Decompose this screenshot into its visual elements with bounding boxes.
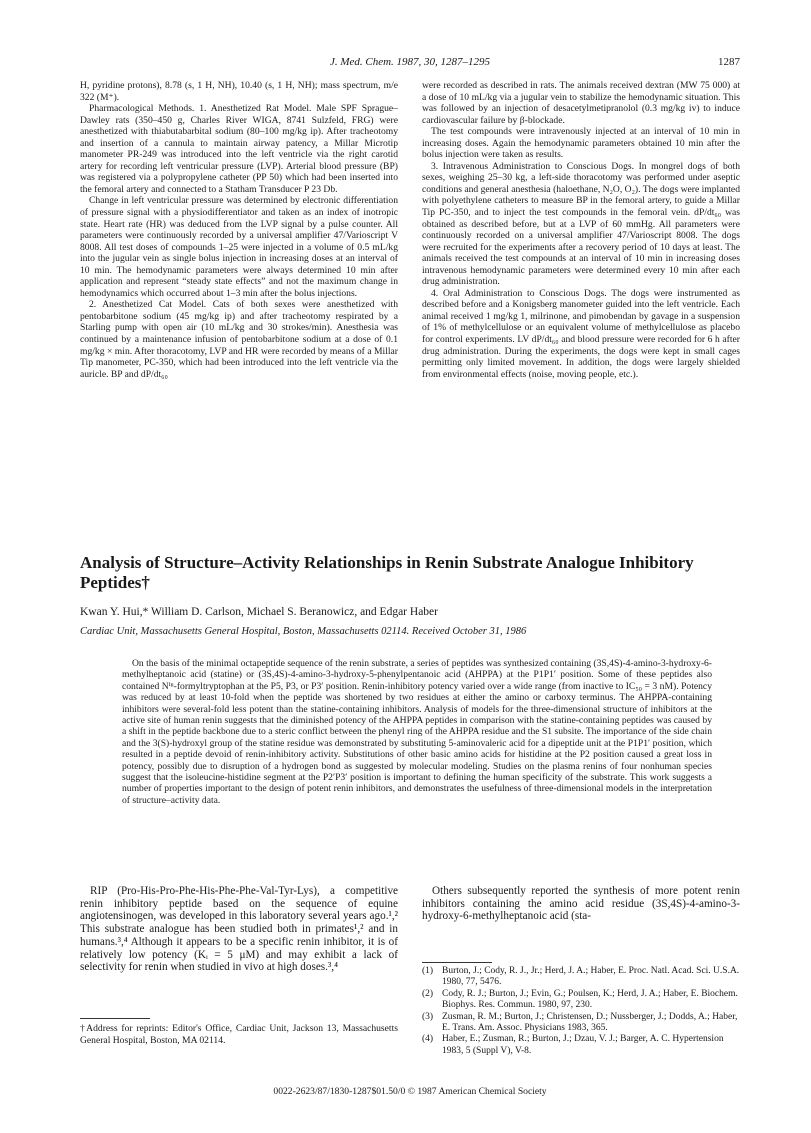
journal-name: J. Med. Chem. (329, 56, 394, 68)
intro-paragraph: RIP (Pro-His-Pro-Phe-His-Phe-Phe-Val-Tyr-Lys), a competitive renin inhibitory peptide based on the sequence of equine angiotensinogen, was developed in this laboratory several years ago.¹,² This substrate analogue has been studied both in primates¹,² and in humans.³,⁴ Although it appears to be a specific renin inhibitor, it is of relatively low potency (Kᵢ = 5 μM) and may exhibit a lack of selectivity for renin when studied in vivo at high doses.³,⁴ (80, 885, 398, 974)
abstract (122, 658, 712, 806)
running-header (80, 56, 740, 72)
previous-article-right-column (422, 80, 740, 380)
article-authors: Kwan Y. Hui,* William D. Carlson, Michael S. Beranowicz, and Edgar Haber (80, 606, 438, 618)
paragraph: Change in left ventricular pressure was determined by electronic differentiation of pressure signal with a physiodifferentiator and taken as an index of inotropic state. Heart rate (HR) was deduced from the LVP signal by a pulse counter. All parameters were continuously recorded by a universal amplifier 47/Varioscript V 8008. All test doses of compounds 1–25 were injected in a volume of 0.5 mL/kg into the jugular vein as single bolus injection in increasing doses at an interval of 10 min. The hemodynamic parameters were always determined 10 min after application and represent “steady state effects” and not the maximum change in hemodynamics which occurred about 1–3 min after the bolus injections. (80, 195, 398, 299)
reference-number: (1) (422, 966, 434, 976)
references-list (422, 966, 740, 1057)
reference-number: (2) (422, 988, 434, 999)
article-affiliation: Cardiac Unit, Massachusetts General Hospital, Boston, Massachusetts 02114. Received October 31, 1986 (80, 626, 527, 637)
reference-number: (4) (422, 1034, 434, 1045)
intro-right-column (422, 885, 740, 923)
reference-text: Haber, E.; Zusman, R.; Burton, J.; Dzau, V. J.; Barger, A. C. Hypertension 1983, 5 (Suppl V), V-8. (442, 1034, 724, 1056)
reference-text: Cody, R. J.; Burton, J.; Evin, G.; Poulsen, K.; Herd, J. A.; Haber, E. Biochem. Biophys. Res. Commun. 1980, 97, 230. (442, 988, 738, 1011)
paragraph: 4. Oral Administration to Conscious Dogs. The dogs were instrumented as described before and a Konigsberg manometer guided into the left ventricle. Each animal received 1 mg/kg 1, milrinone, and pimobendan by gavage in a suspension of 1% of methylcellulose or an equivalent volume of methylcellulose as placebo for control experiments. LV dP/dt₆₀ and blood pressure were recorded for 6 h after drug administration. During the experiments, the dogs were kept in small cages permitting only limited movement. In addition, the dogs were largely shielded from environmental effects (noise, moving people, etc.). (422, 287, 740, 380)
reference-item (422, 1034, 740, 1057)
paragraph: were recorded as described in rats. The animals received dextran (MW 75 000) at a dose of 10 mL/kg via a jugular vein to stabilize the hemodynamic situation. This was followed by an injection of desacetylmetipranolol (0.3 mg/kg iv) to induce cardiovascular failure by β-blockade. (422, 80, 740, 126)
reference-item (422, 1012, 740, 1035)
paragraph: Pharmacological Methods. 1. Anesthetized Rat Model. Male SPF Sprague–Dawley rats (350–450 g, Charles River WIGA, 8741 Sulzfeld, FRG) were anesthetized with thiabutabarbital sodium (80–100 mg/kg ip). After tracheotomy and insertion of a cannula to maintain airway patency, a Millar Microtip manometer PR-249 was introduced into the left ventricle via the right carotid artery for recording left ventricular pressure (LVP). Arterial blood pressure (BP) was registered via a polypropylene catheter (PP 50) which had been inserted into the femoral artery and connected to a Statham Transducer P 23 Db. (80, 103, 398, 195)
reference-item (422, 989, 740, 1012)
copyright-line: 0022-2623/87/1830-1287$01.50/0 © 1987 American Chemical Society (273, 1086, 547, 1097)
paragraph: The test compounds were intravenously injected at an interval of 10 min in increasing doses. Again the hemodynamic parameters obtained 10 min after the bolus injection were taken as results. (422, 126, 740, 161)
footnote: †Address for reprints: Editor's Office, Cardiac Unit, Jackson 13, Massachusetts General Hospital, Boston, MA 02114. (80, 1023, 398, 1046)
reference-number: (3) (422, 1011, 434, 1022)
intro-paragraph: Others subsequently reported the synthesis of more potent renin inhibitors containing the amino acid residue (3S,4S)-4-amino-3-hydroxy-6-methylheptanoic acid (sta- (422, 885, 740, 923)
intro-left-column (80, 885, 398, 974)
paragraph: 3. Intravenous Administration to Conscious Dogs. In mongrel dogs of both sexes, weighing 25–30 kg, a left-side thoracotomy was performed under aseptic conditions and general anesthesia (haloethane, N₂O, O₂). The dogs were implanted with polyethylene catheters to measure BP in the femoral artery, to guide a Millar Tip PC-350, and to inject the test compounds in the femoral vein. dP/dt₆₀ was obtained as described before, but at a LVP of 60 mmHg. All parameters were continuously recorded on a universal amplifier 47/Varioscript 8008. The dogs were recruited for the experiments after a recovery period of 10 days at least. The animals received the test compounds at an interval of 10 min in increasing doses intravenous hemodynamic parameters were determined every 10 min after each drug administration. (422, 160, 740, 288)
reference-item (422, 966, 740, 989)
reference-text: Zusman, R. M.; Burton, J.; Christensen, D.; Nussberger, J.; Dodds, A.; Haber, E. Trans. Am. Assoc. Physicians 1983, 365. (442, 1011, 738, 1034)
references-divider (422, 962, 492, 963)
abstract-text: On the basis of the minimal octapeptide sequence of the renin substrate, a series of peptides was synthesized containing (3S,4S)-4-amino-3-hydroxy-6-methylheptanoic acid (statine) or (3S,4S)-4-amino-3-hydroxy-5-phenylpentanoic acid (AHPPA) at the P1P1′ position. Some of these peptides also contained Nⁱⁿ-formyltryptophan at the P5, P3, or P3′ position. Renin-inhibitory potency varied over a wide range (from inactive to IC₅₀ = 3 nM). Potency was reduced by at least 10-fold when the peptide was shortened by two residues at either the amino or carboxy terminus. The AHPPA-containing inhibitors were several-fold less potent than the statine-containing inhibitors. Analysis of models for the three-dimensional structure of inhibitors at the active site of human renin suggests that the diminished potency of the AHPPA peptides in comparison with the statine-containing peptides was caused by a shift in the peptide backbone due to a steric conflict between the phenyl ring of the AHPPA residue and the S1 subsite. The importance of the side chain and the 3(S)-hydroxyl group of the statine residue was demonstrated by substituting 5-aminovaleric acid for a dipeptide unit at the P1P1′ position, which resulted in a peptide devoid of renin-inhibitory activity. Substitutions of other basic amino acids for histidine at the P2 position caused a great loss in potency, possibly due to disruption of a hydrogen bond as suggested by molecular modeling. Studies on the plasma renins of four nonhuman species suggest that the isoleucine-histidine segment at the P2′P3′ position is important to defining the human specificity of the substrate. This work suggests a number of properties important to the design of potent renin inhibitors, and demonstrates the usefulness of three-dimensional models in the interpretation of structure–activity data. (122, 658, 713, 806)
footnote-divider (80, 1018, 150, 1019)
previous-article-left-column (80, 80, 398, 380)
page-number: 1287 (718, 56, 740, 68)
reference-text: Burton, J.; Cody, R. J., Jr.; Herd, J. A.; Haber, E. Proc. Natl. Acad. Sci. U.S.A. 1980, 77, 5476. (442, 966, 740, 988)
journal-year-volume-pages: 1987, 30, 1287–1295 (396, 56, 491, 68)
journal-citation (80, 56, 740, 68)
paragraph: H, pyridine protons), 8.78 (s, 1 H, NH), 10.40 (s, 1 H, NH); mass spectrum, m/e 322 (M⁺). (80, 80, 398, 103)
article-title: Analysis of Structure–Activity Relationships in Renin Substrate Analogue Inhibitory Peptides† (80, 553, 694, 592)
paragraph: 2. Anesthetized Cat Model. Cats of both sexes were anesthetized with pentobarbitone sodium (45 mg/kg ip) and after tracheotomy respirated by a Starling pump with open air (10 mL/kg and 30 strokes/min). Anesthesia was continued by a maintenance infusion of pentobarbitone sodium at a dose of 0.1 mg/kg × min. After thoracotomy, LVP and HR were recorded by means of a Millar Tip manometer, PC-350, which had been introduced into the left ventricle via the auricle. BP and dP/dt₆₀ (80, 299, 398, 380)
